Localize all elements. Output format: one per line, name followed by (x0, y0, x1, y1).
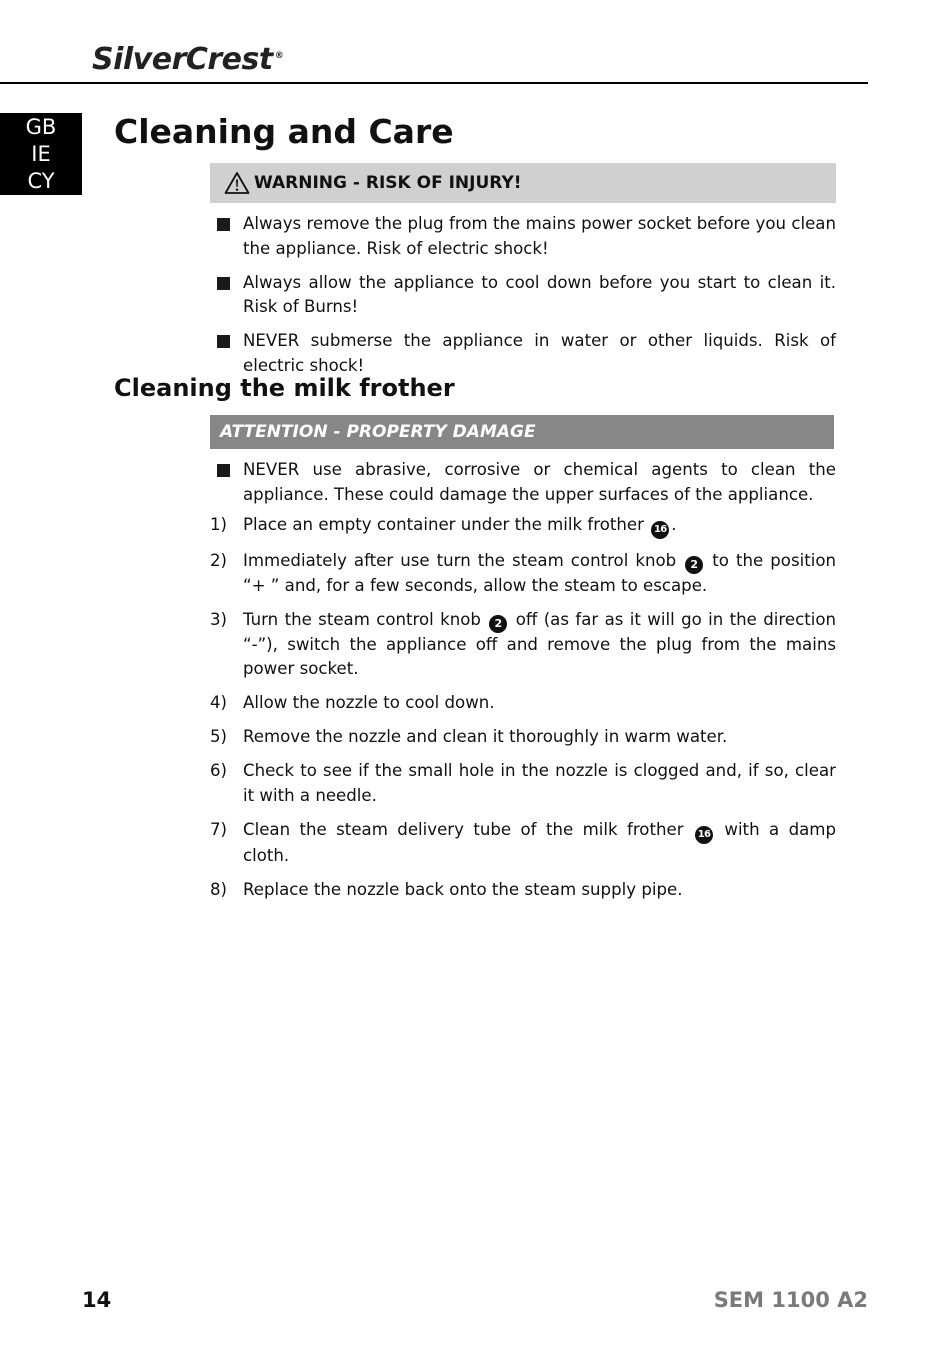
language-code: IE (31, 142, 51, 166)
part-2-reference-icon: 2 (685, 556, 703, 574)
brand-logo (92, 38, 283, 78)
step-number: 8) (210, 879, 228, 899)
step-item (210, 549, 836, 599)
step-text: Place an empty container under the milk frother (243, 515, 650, 534)
step-text: Replace the nozzle back onto the steam supply pipe. (243, 879, 683, 899)
warning-triangle-icon (224, 171, 250, 195)
step-text: Remove the nozzle and clean it thoroughly in warm water. (243, 727, 728, 746)
step-number: 4) (210, 693, 228, 712)
step-text: Immediately after use turn the steam control knob (243, 550, 684, 570)
step-text: Turn the steam control knob (243, 609, 488, 629)
warning-label: WARNING - RISK OF INJURY! (254, 173, 522, 193)
step-number: 2) (210, 550, 228, 570)
bullet-square (217, 277, 230, 290)
step-number: 7) (210, 819, 228, 839)
section-title: Cleaning the milk frother (114, 374, 455, 402)
step-number: 6) (210, 761, 228, 780)
warning-item-text: Always remove the plug from the mains power socket before you clean the appliance. Risk of electric shock! (243, 214, 836, 258)
step-text: Check to see if the small hole in the nozzle is clogged and, if so, clear it with a needle. (243, 761, 836, 805)
step-item (210, 608, 836, 682)
page-title: Cleaning and Care (114, 112, 454, 151)
attention-banner (210, 415, 834, 449)
step-text: off (as far as it will go in the direction “-”), switch the appliance off and remove the plug from the mains power socket. (243, 609, 836, 678)
step-number: 1) (210, 515, 228, 534)
step-item (210, 878, 836, 903)
step-item (210, 725, 836, 750)
bullet-square (217, 335, 230, 348)
step-number: 3) (210, 609, 228, 629)
step-item (210, 818, 836, 869)
warning-item (210, 212, 836, 261)
page-number: 14 (82, 1288, 112, 1312)
step-text: Allow the nozzle to cool down. (243, 693, 495, 712)
registered-mark: ® (274, 51, 284, 61)
bullet-square (217, 218, 230, 231)
bullet-square (217, 464, 230, 477)
model-number: SEM 1100 A2 (713, 1288, 868, 1312)
step-text: with a damp cloth. (243, 819, 836, 865)
step-item (210, 759, 836, 808)
warning-item-text: Always allow the appliance to cool down before you start to clean it. Risk of Burns! (243, 272, 836, 316)
attention-item-text: NEVER use abrasive, corrosive or chemical agents to clean the appliance. These could damage the upper surfaces of the appliance. (243, 460, 836, 504)
step-text: . (671, 515, 677, 534)
language-code: CY (27, 169, 55, 193)
language-tab (0, 113, 82, 195)
step-number: 5) (210, 727, 228, 746)
step-item (210, 513, 836, 539)
attention-label: ATTENTION - PROPERTY DAMAGE (220, 422, 536, 442)
instructions (210, 458, 836, 912)
warning-list (210, 212, 836, 388)
step-text: to the position “+ ” and, for a few seconds, allow the steam to escape. (243, 550, 836, 595)
step-text: Clean the steam delivery tube of the milk frother (243, 819, 693, 839)
header-divider (0, 82, 868, 84)
warning-banner (210, 163, 836, 203)
part-16-reference-icon: 16 (651, 521, 669, 539)
step-item (210, 691, 836, 716)
part-16-reference-icon: 16 (695, 826, 713, 844)
warning-item-text: NEVER submerse the appliance in water or other liquids. Risk of electric shock! (243, 331, 836, 375)
attention-item (210, 458, 836, 507)
language-code: GB (25, 115, 57, 139)
warning-item (210, 271, 836, 320)
brand-name: SilverCrest (92, 42, 273, 77)
part-2-reference-icon: 2 (489, 615, 507, 633)
